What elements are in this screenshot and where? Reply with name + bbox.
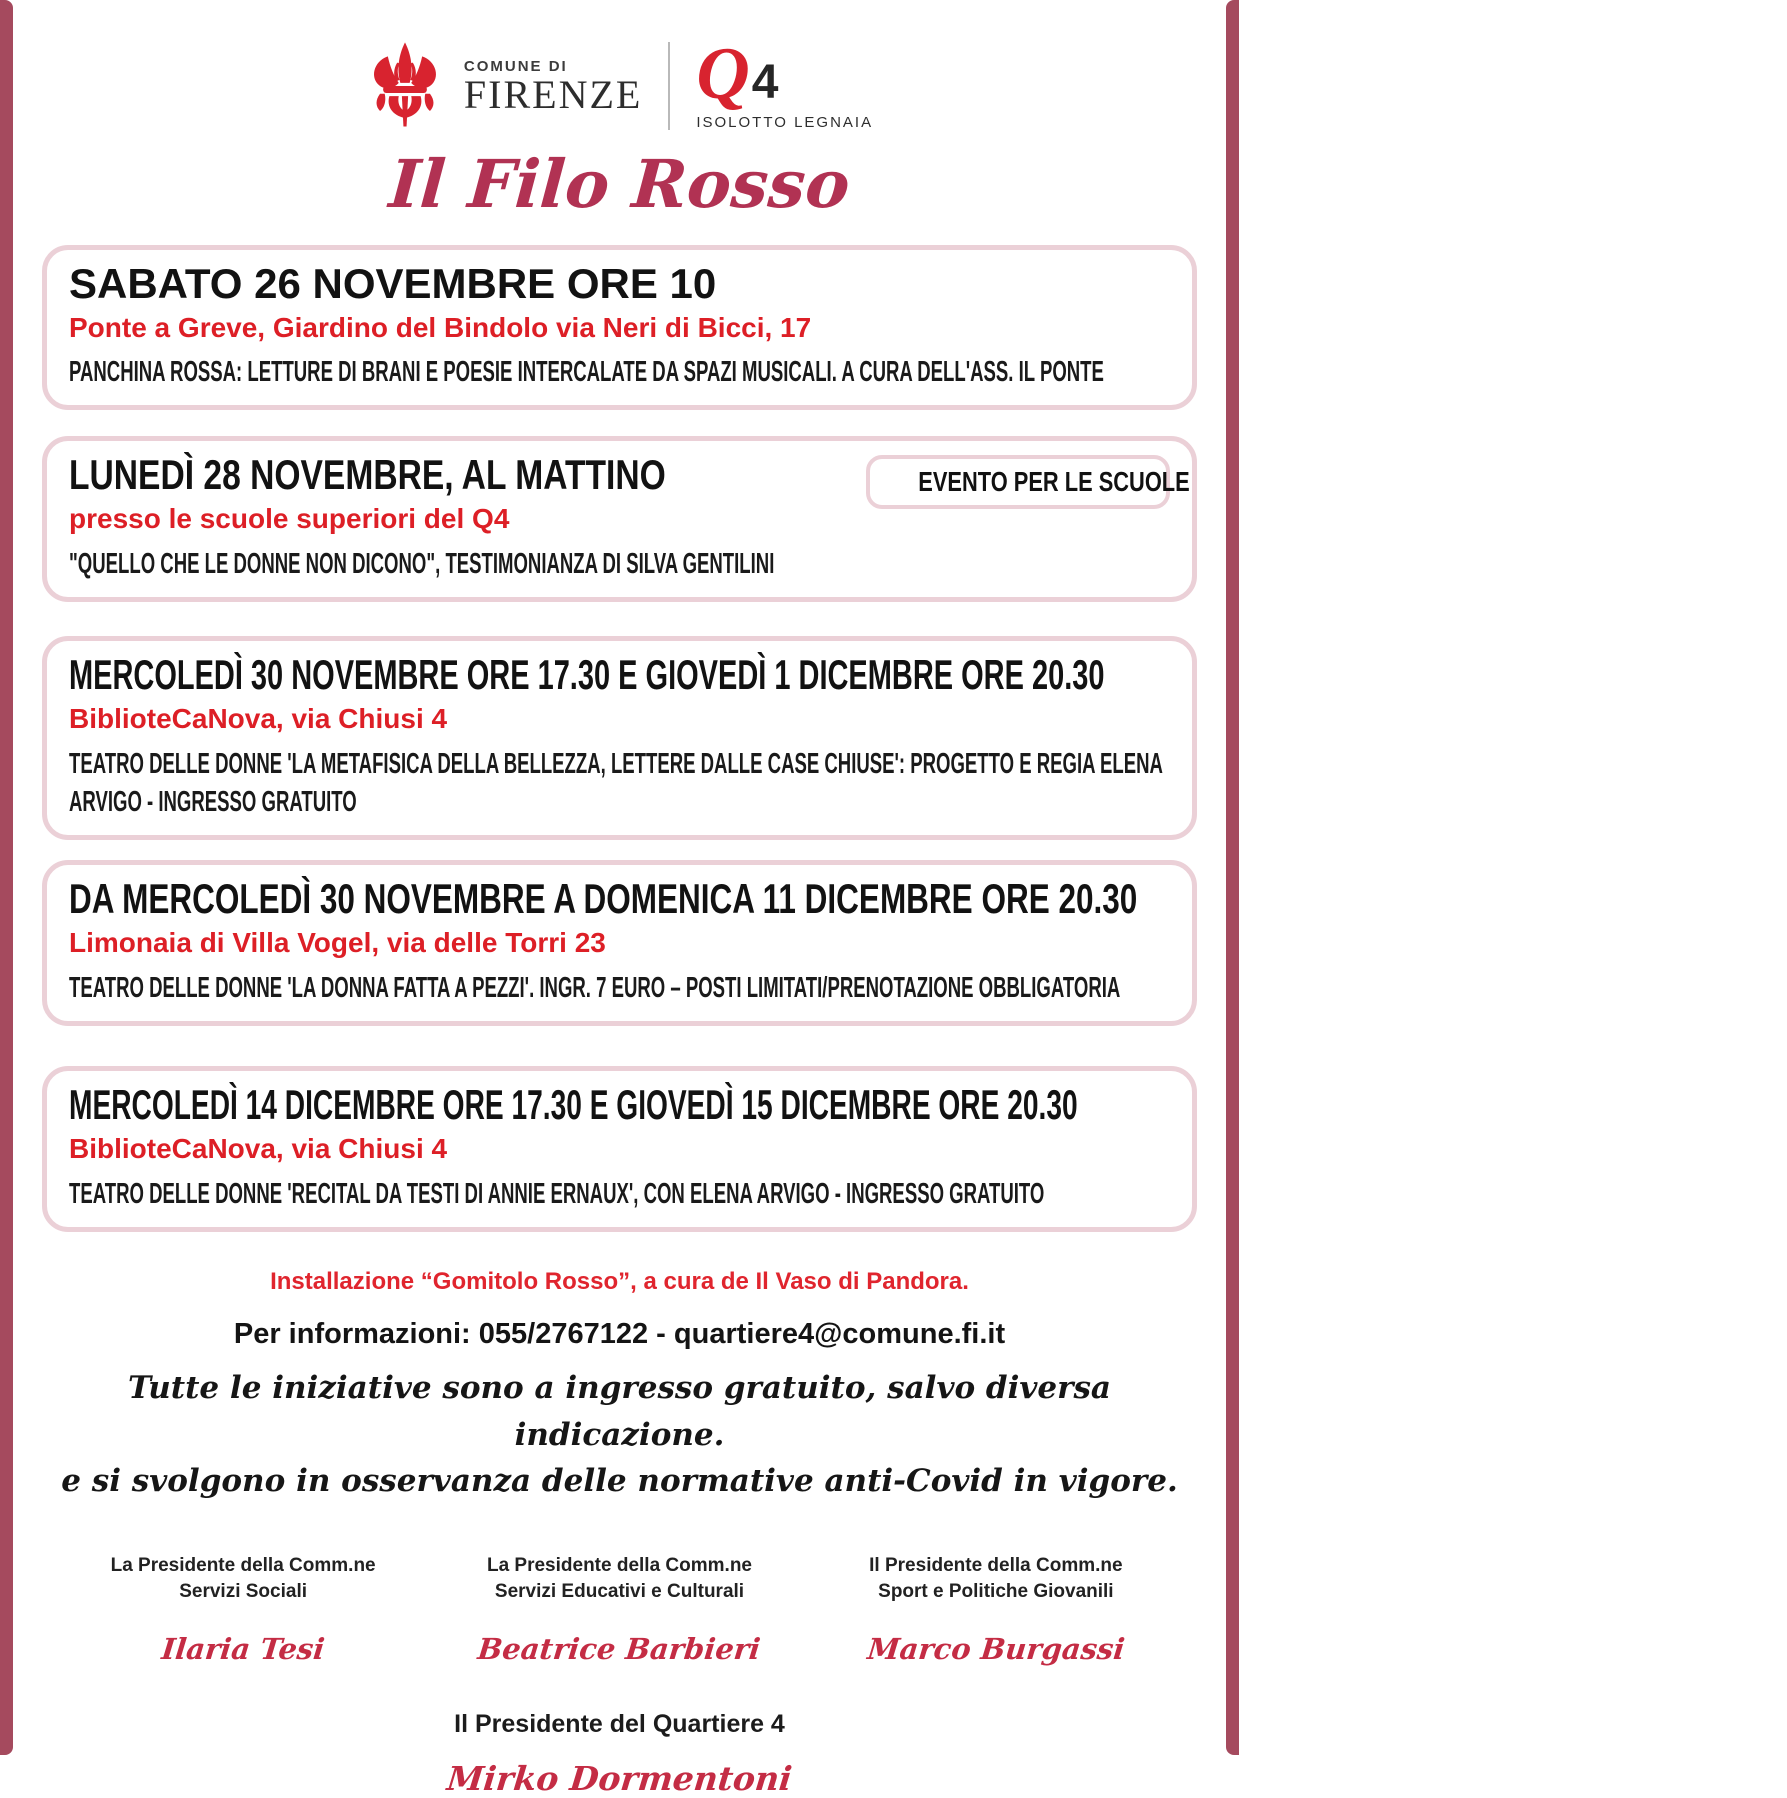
left-frame-bar (0, 0, 13, 1755)
right-frame-bar (1226, 0, 1239, 1755)
info-contact-line: Per informazioni: 055/2767122 - quartiere4@comune.fi.it (233, 1318, 1006, 1351)
signature-name: Beatrice Barbieri (476, 1631, 763, 1666)
signature-role-line1: Il Presidente della Comm.ne (869, 1554, 1123, 1576)
event-location: BiblioteCaNova, via Chiusi 4 (69, 703, 448, 735)
event-description: TEATRO DELLE DONNE 'LA DONNA FATTA A PEZZI'. INGR. 7 EURO – POSTI LIMITATI/PRENOTAZIONE OBBLIGATORIA (69, 972, 1121, 1005)
notice-line-2: e si svolgono in osservanza delle normative anti-Covid in vigore. (61, 1463, 1178, 1500)
event-date: LUNEDÌ 28 NOVEMBRE, AL MATTINO (69, 451, 666, 499)
event-description: TEATRO DELLE DONNE 'RECITAL DA TESTI DI ANNIE ERNAUX', CON ELENA ARVIGO - INGRESSO GRATUITO (69, 1177, 1045, 1210)
signature-block-3 (819, 1553, 1173, 1666)
event-description: "QUELLO CHE LE DONNE NON DICONO", TESTIMONIANZA DI SILVA GENTILINI (69, 548, 775, 581)
event-location: BiblioteCaNova, via Chiusi 4 (69, 1133, 448, 1165)
page-title: Il Filo Rosso (386, 145, 853, 223)
notice-line-1: Tutte le iniziative sono a ingresso gratuito, salvo diversa indicazione. (128, 1370, 1111, 1453)
event-date: MERCOLEDÌ 14 DICEMBRE ORE 17.30 E GIOVEDÌ 15 DICEMBRE ORE 20.30 (69, 1081, 1078, 1129)
firenze-label: FIRENZE (463, 71, 643, 117)
signature-name: Ilaria Tesi (160, 1631, 327, 1666)
event-card-3 (42, 636, 1197, 840)
florence-lily-icon (366, 38, 444, 134)
signatures-row (42, 1553, 1197, 1666)
event-date: SABATO 26 NOVEMBRE ORE 10 (69, 259, 717, 307)
comune-text-block (464, 58, 642, 115)
president-name: Mirko Dormentoni (445, 1758, 794, 1798)
q4-q-letter: Q (696, 33, 750, 115)
event-card-5 (42, 1066, 1197, 1232)
event-location: Limonaia di Villa Vogel, via delle Torri 23 (69, 927, 606, 959)
event-location: Ponte a Greve, Giardino del Bindolo via Neri di Bicci, 17 (69, 311, 812, 343)
event-description: TEATRO DELLE DONNE 'LA METAFISICA DELLA BELLEZZA, LETTERE DALLE CASE CHIUSE': PROGETTO E REGIA ELENA ARVIGO - INGRESSO GRATUITO (69, 747, 1163, 819)
event-card-2 (42, 436, 1197, 602)
q4-number: 4 (751, 56, 779, 109)
event-date: DA MERCOLEDÌ 30 NOVEMBRE A DOMENICA 11 DICEMBRE ORE 20.30 (69, 875, 1138, 923)
event-location: presso le scuole superiori del Q4 (69, 503, 510, 535)
signature-block-1 (66, 1553, 420, 1666)
event-card-1 (42, 245, 1197, 411)
installation-note: Installazione “Gomitolo Rosso”, a cura de Il Vaso di Pandora. (270, 1268, 969, 1296)
signature-block-2 (442, 1553, 796, 1666)
schools-badge-label: EVENTO PER LE SCUOLE (918, 466, 1190, 498)
signature-role-line2: Servizi Sociali (179, 1581, 308, 1603)
signature-role-line2: Servizi Educativi e Culturali (494, 1581, 745, 1603)
president-role: Il Presidente del Quartiere 4 (454, 1709, 785, 1738)
event-card-4 (42, 860, 1197, 1026)
logo-divider (668, 42, 670, 130)
event-description: PANCHINA ROSSA: LETTURE DI BRANI E POESIE INTERCALATE DA SPAZI MUSICALI. A CURA DELL'ASS. IL PONTE (69, 356, 1104, 389)
signature-name: Marco Burgassi (865, 1631, 1127, 1666)
signature-role-line2: Sport e Politiche Giovanili (878, 1581, 1114, 1603)
comune-di-label: COMUNE DI (463, 57, 568, 75)
signature-role-line1: La Presidente della Comm.ne (110, 1554, 376, 1576)
isolotto-legnaia-label: ISOLOTTO LEGNAIA (696, 114, 874, 131)
free-entry-notice (42, 1365, 1197, 1505)
schools-badge (866, 455, 1190, 509)
signature-role-line1: La Presidente della Comm.ne (486, 1554, 752, 1576)
q4-logo-block (696, 33, 874, 131)
header-logo (42, 34, 1197, 138)
event-date: MERCOLEDÌ 30 NOVEMBRE ORE 17.30 E GIOVEDÌ 1 DICEMBRE ORE 20.30 (69, 651, 1105, 699)
